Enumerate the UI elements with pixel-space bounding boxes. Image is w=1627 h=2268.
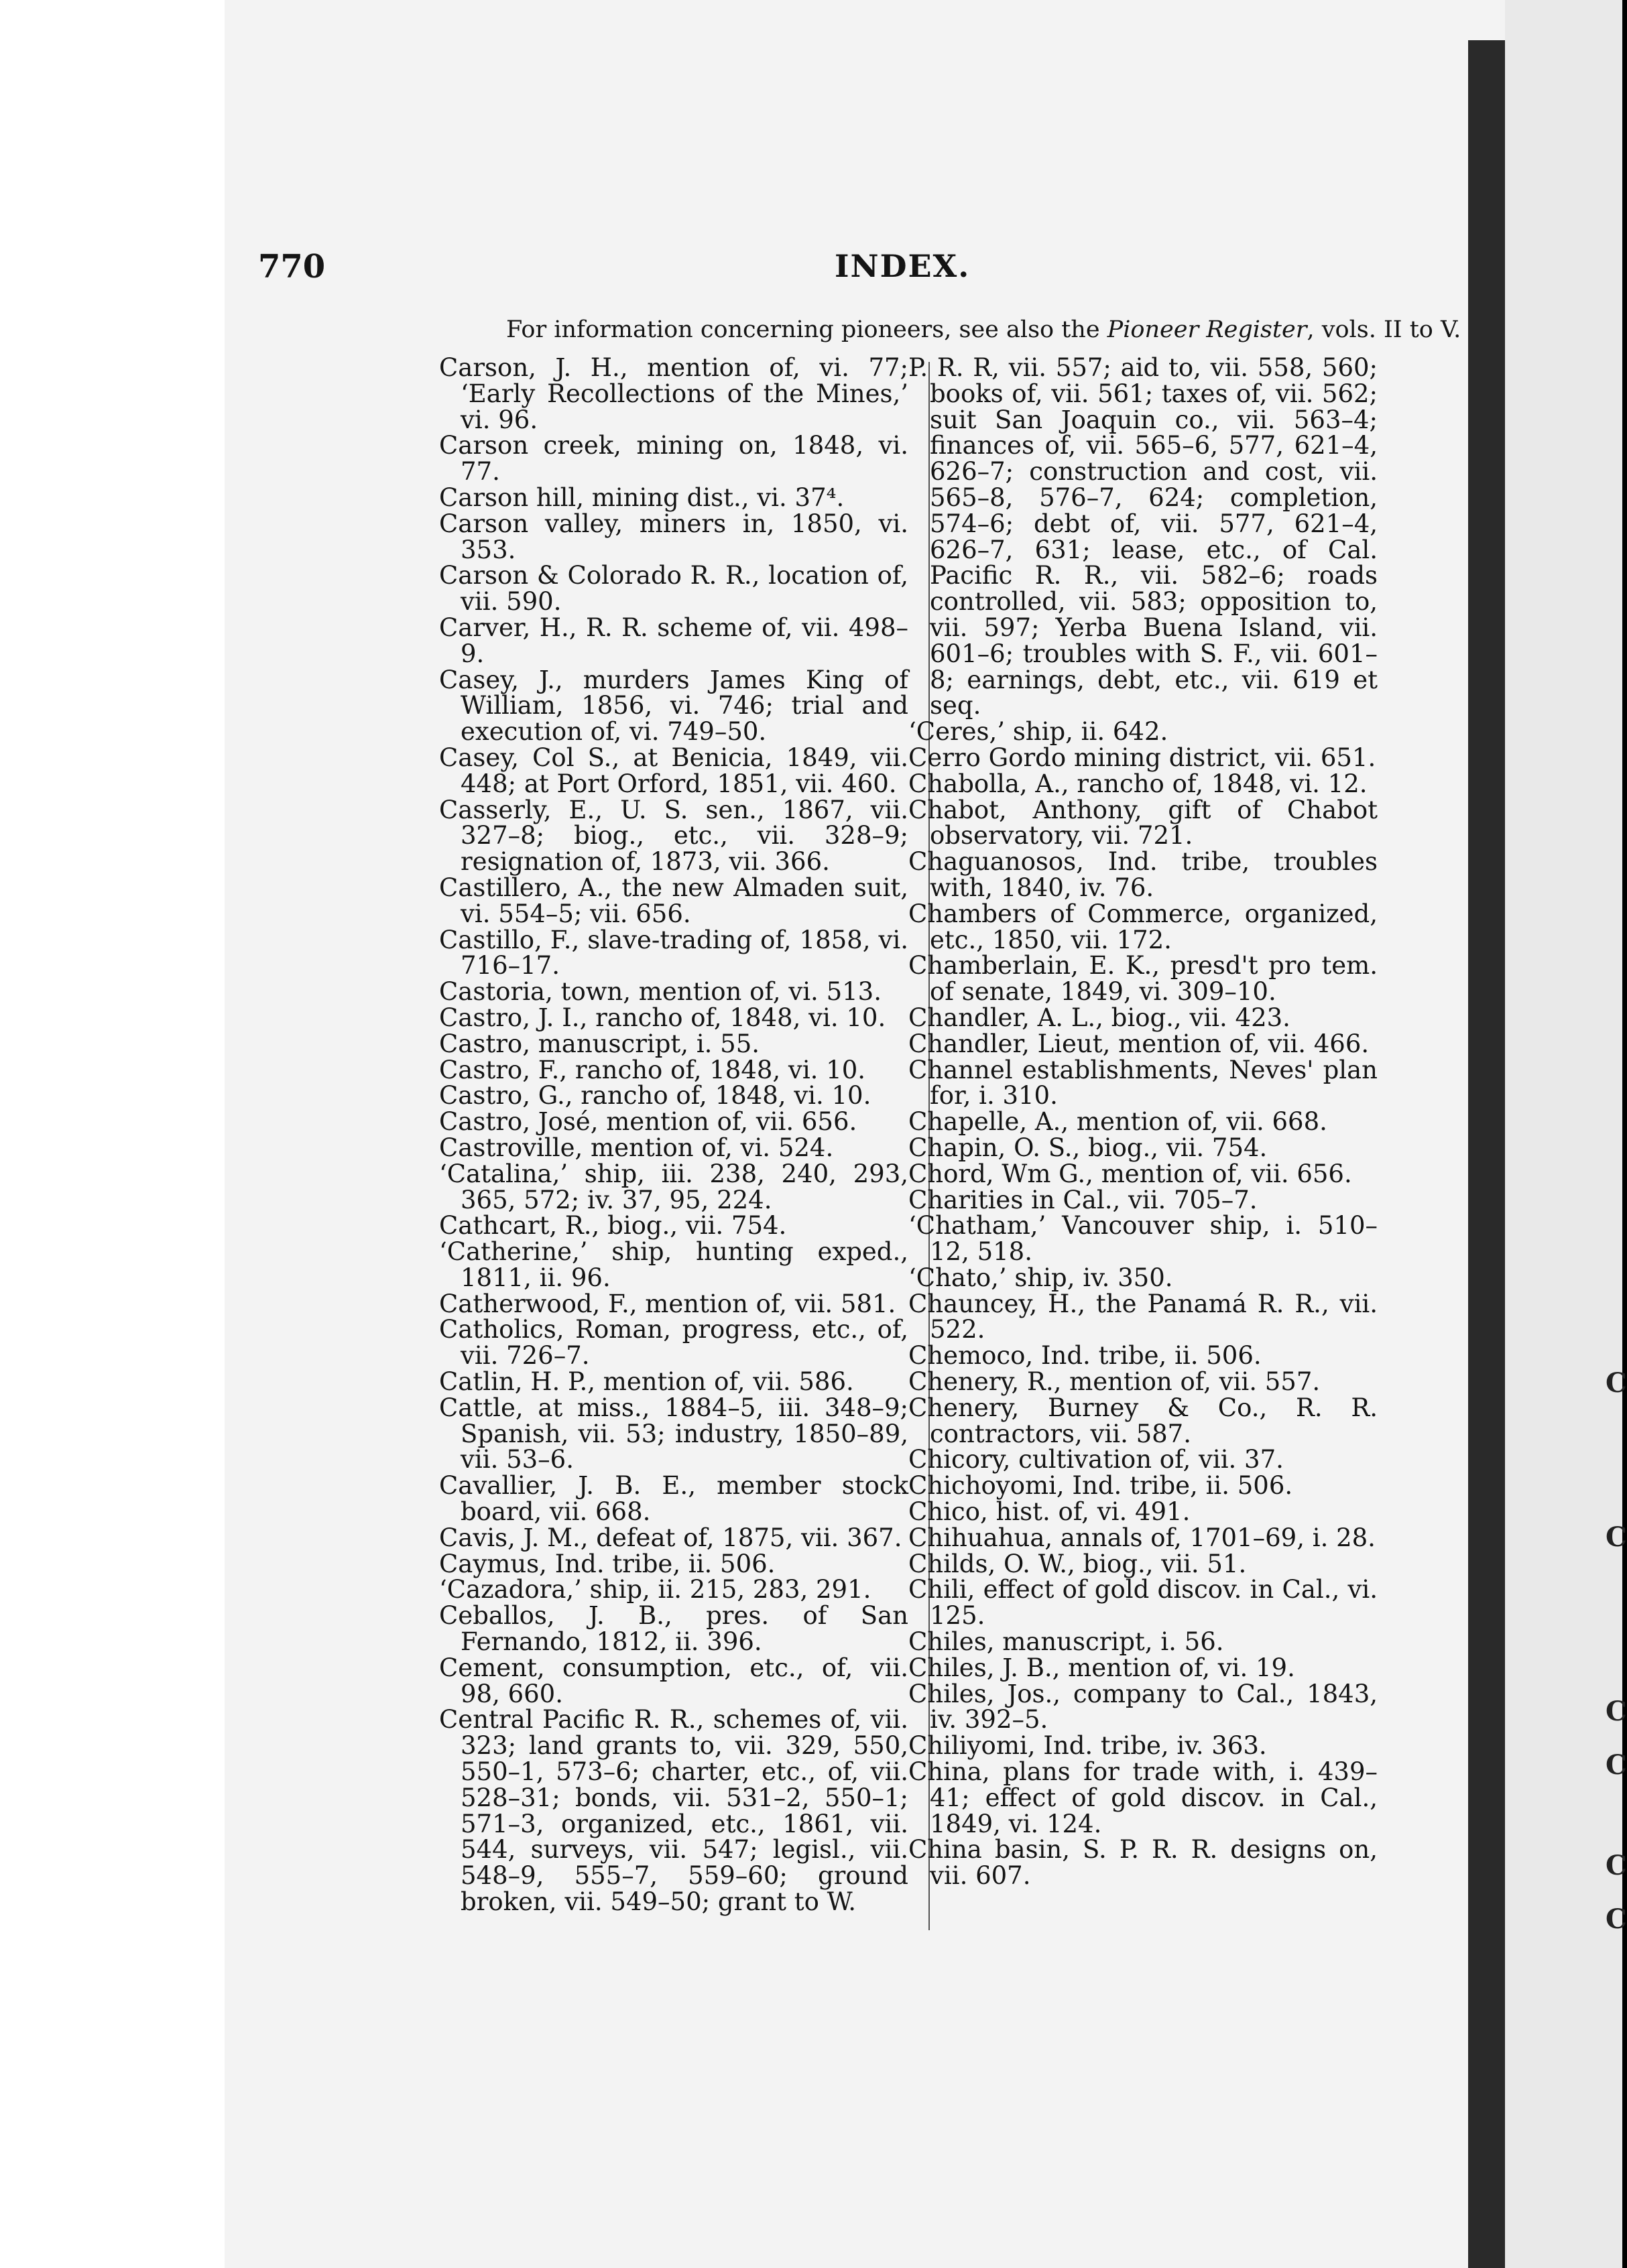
index-entry: Chiles, Jos., company to Cal., 1843, iv. 392–5. — [908, 1679, 1378, 1735]
index-entry: Castillo, F., slave-trading of, 1858, vi. 716–17. — [439, 925, 908, 981]
index-entry: Chili, effect of gold discov. in Cal., vi. 125. — [908, 1575, 1378, 1631]
index-entry: Chapelle, A., mention of, vii. 668. — [908, 1107, 1327, 1137]
index-entry: Carson creek, mining on, 1848, vi. 77. — [439, 431, 908, 487]
index-entry: Chico, hist. of, vi. 491. — [908, 1497, 1191, 1527]
index-entry: ‘Chato,’ ship, iv. 350. — [908, 1263, 1173, 1292]
page-gutter-shadow — [1468, 40, 1505, 2268]
index-entry: Chabolla, A., rancho of, 1848, vi. 12. — [908, 769, 1368, 798]
index-entry: Chiles, J. B., mention of, vi. 19. — [908, 1653, 1295, 1682]
index-entry: Childs, O. W., biog., vii. 51. — [908, 1549, 1247, 1578]
index-entry: Caymus, Ind. tribe, ii. 506. — [439, 1549, 776, 1578]
index-entry: Castro, G., rancho of, 1848, vi. 10. — [439, 1081, 871, 1111]
index-entry: Chenery, R., mention of, vii. 557. — [908, 1367, 1321, 1397]
index-entry: Chenery, Burney & Co., R. R. contractors, vii. 587. — [908, 1393, 1378, 1448]
index-entry: Ceballos, J. B., pres. of San Fernando, 1812, ii. 396. — [439, 1601, 908, 1657]
index-entry: ‘Ceres,’ ship, ii. 642. — [908, 717, 1168, 747]
index-entry: Chemoco, Ind. tribe, ii. 506. — [908, 1341, 1262, 1371]
index-entry: Chandler, Lieut, mention of, vii. 466. — [908, 1029, 1370, 1058]
index-entry: Cement, consumption, etc., of, vii. 98, 660. — [439, 1653, 908, 1708]
index-entry: ‘Cazadora,’ ship, ii. 215, 283, 291. — [439, 1575, 871, 1604]
index-entry: Chandler, A. L., biog., vii. 423. — [908, 1003, 1290, 1032]
index-entry: China basin, S. P. R. R. designs on, vii. 607. — [908, 1835, 1378, 1891]
index-entry: ‘Catalina,’ ship, iii. 238, 240, 293, 365, 572; iv. 37, 95, 224. — [439, 1159, 908, 1214]
index-entry: Chabot, Anthony, gift of Chabot observatory, vii. 721. — [908, 795, 1378, 850]
index-entry: ‘Catherine,’ ship, hunting exped., 1811, ii. 96. — [439, 1237, 908, 1292]
facing-page-letter: C — [1606, 1903, 1627, 1935]
pioneer-register-note — [506, 316, 1461, 343]
facing-page-edge — [1505, 0, 1627, 2268]
index-entry: Chaguanosos, Ind. tribe, troubles with, 1840, iv. 76. — [908, 847, 1378, 902]
scan-left-margin — [0, 0, 225, 2268]
index-entry: Chichoyomi, Ind. tribe, ii. 506. — [908, 1471, 1293, 1501]
note-prefix: For information concerning pioneers, see also the — [506, 316, 1107, 343]
index-entry: Chambers of Commerce, organized, etc., 1850, vii. 172. — [908, 899, 1378, 954]
note-suffix: , vols. II to V. — [1307, 316, 1461, 343]
page-header — [258, 248, 1398, 288]
index-entry: Chihuahua, annals of, 1701–69, i. 28. — [908, 1523, 1376, 1552]
index-entry: Carson, J. H., mention of, vi. 77; ‘Early Recollections of the Mines,’ vi. 96. — [439, 353, 908, 434]
index-entry: Castro, José, mention of, vii. 656. — [439, 1107, 857, 1137]
index-entry: Castoria, town, mention of, vi. 513. — [439, 977, 882, 1007]
running-head: INDEX. — [835, 248, 971, 284]
index-entry: Catlin, H. P., mention of, vii. 586. — [439, 1367, 854, 1397]
index-entry: Castroville, mention of, vi. 524. — [439, 1133, 834, 1162]
note-italic: Pioneer Register — [1107, 316, 1307, 343]
index-entry: Casey, Col S., at Benicia, 1849, vii. 448; at Port Orford, 1851, vii. 460. — [439, 743, 908, 798]
index-entry: Chiliyomi, Ind. tribe, iv. 363. — [908, 1731, 1267, 1761]
index-entry: Chauncey, H., the Panamá R. R., vii. 522. — [908, 1289, 1378, 1344]
index-entry: Chamberlain, E. K., presd't pro tem. of senate, 1849, vi. 309–10. — [908, 951, 1378, 1007]
index-entry: Cattle, at miss., 1884–5, iii. 348–9; Spanish, vii. 53; industry, 1850–89, vii. 53–6. — [439, 1393, 908, 1474]
index-entry: Castillero, A., the new Almaden suit, vi. 554–5; vii. 656. — [439, 873, 908, 928]
index-entry: Chicory, cultivation of, vii. 37. — [908, 1445, 1284, 1474]
index-entry: Carver, H., R. R. scheme of, vii. 498–9. — [439, 613, 908, 668]
index-entry: Castro, F., rancho of, 1848, vi. 10. — [439, 1055, 866, 1084]
index-entry: Castro, J. I., rancho of, 1848, vi. 10. — [439, 1003, 886, 1032]
index-entry: Casey, J., murders James King of William, 1856, vi. 746; trial and execution of, vi. 749–50. — [439, 665, 908, 747]
index-entry: Chord, Wm G., mention of, vii. 656. — [908, 1159, 1352, 1188]
index-entry: Carson valley, miners in, 1850, vi. 353. — [439, 509, 908, 564]
index-entry: Central Pacific R. R., schemes of, vii. 323; land grants to, vii. 329, 550, 550–1, 573–6; charter, etc., of, vii. 528–31; bonds, vii. 531–2, 550–1; 571–3, organized, etc., 1861, vii. 544, surveys, vii. 547; legisl., vii. 548–9, 555–7, 559–60; ground broken, vii. 549–50; grant to W. — [439, 1705, 908, 1917]
facing-page-letter: C — [1606, 1696, 1627, 1727]
index-entry: Cavallier, J. B. E., member stock board, vii. 668. — [439, 1471, 908, 1527]
index-entry: Cavis, J. M., defeat of, 1875, vii. 367. — [439, 1523, 902, 1552]
index-entry: Catholics, Roman, progress, etc., of, vii. 726–7. — [439, 1315, 908, 1371]
index-entry: Carson & Colorado R. R., location of, vii. 590. — [439, 561, 908, 617]
index-entry: Chiles, manuscript, i. 56. — [908, 1627, 1224, 1657]
index-entry: Carson hill, mining dist., vi. 37⁴. — [439, 483, 845, 512]
index-column-right — [908, 355, 1378, 1889]
facing-page-letter: C — [1606, 1749, 1627, 1781]
index-entry: Cathcart, R., biog., vii. 754. — [439, 1211, 787, 1241]
index-entry: ‘Chatham,’ Vancouver ship, i. 510–12, 518. — [908, 1211, 1378, 1267]
facing-page-letter: C — [1606, 1521, 1627, 1553]
index-entry: Casserly, E., U. S. sen., 1867, vii. 327–8; biog., etc., vii. 328–9; resignation of, 1873, vii. 366. — [439, 795, 908, 877]
facing-page-letter: C — [1606, 1367, 1627, 1399]
index-entry: Channel establishments, Neves' plan for, i. 310. — [908, 1055, 1378, 1111]
index-entry: Catherwood, F., mention of, vii. 581. — [439, 1289, 896, 1318]
index-entry: China, plans for trade with, i. 439–41; effect of gold discov. in Cal., 1849, vi. 124. — [908, 1757, 1378, 1838]
index-entry: Chapin, O. S., biog., vii. 754. — [908, 1133, 1268, 1162]
page-number: 770 — [258, 248, 326, 286]
index-entry: Cerro Gordo mining district, vii. 651. — [908, 743, 1376, 772]
index-column-left — [439, 355, 908, 1915]
index-entry: Castro, manuscript, i. 55. — [439, 1029, 760, 1058]
facing-page-letter: C — [1606, 1850, 1627, 1881]
index-entry: P. R. R, vii. 557; aid to, vii. 558, 560; books of, vii. 561; taxes of, vii. 562; suit San Joaquin co., vii. 563–4; finances of, vii. 565–6, 577, 621–4, 626–7; construction and cost, vii. 565–8, 576–7, 624; completion, 574–6; debt of, vii. 577, 621–4, 626–7, 631; lease, etc., of Cal. Pacific R. R., vii. 582–6; roads controlled, vii. 583; opposition to, vii. 597; Yerba Buena Island, vii. 601–6; troubles with S. F., vii. 601–8; earnings, debt, etc., vii. 619 et seq. — [908, 353, 1378, 720]
index-entry: Charities in Cal., vii. 705–7. — [908, 1185, 1258, 1214]
